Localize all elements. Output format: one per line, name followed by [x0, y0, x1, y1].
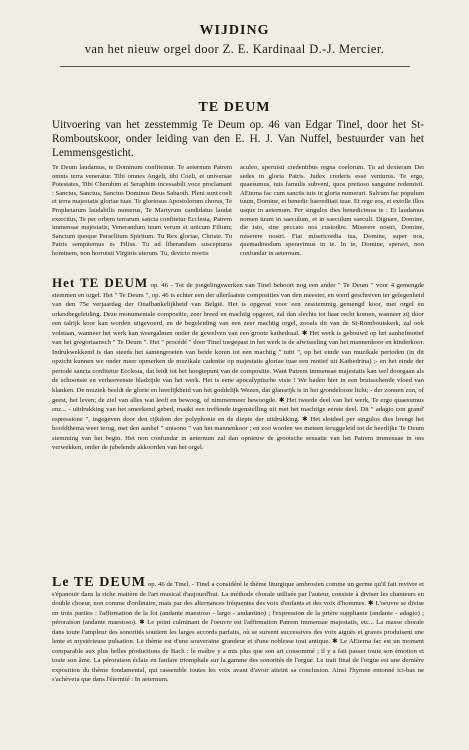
dutch-paragraph-3: Het tweede deel van het werk, Te ergo quaesumus enz... - uitdrukking van het smeekend gebed, maakt een treffende tegenstelling uit met het machtige eerste deel. Dit " adagio con grand' espressione ", ingegeven door den rijkdom der polyphonie en de diepte der uitdrukking. — [52, 396, 425, 423]
asterisk-separator-icon: ✱ — [302, 415, 308, 423]
asterisk-separator-icon: ✱ — [367, 600, 374, 608]
french-paragraph-2: L'oeuvre se divise en trois parties : l'affirmation de la foi (andante maestoso - largo - andantino) ; l'expression de la prière suppliante (andante - adagio) ; péroraison (andante maestoso). — [52, 600, 425, 627]
french-paragraph-4: Le AEterna fac est un moment comparable aux plus belles productions de Bach : le maître y a mis plus que son art consommé ; il y a fait passer toute son émotion et toute son âme. La péroraison éclate en fanfare triomphale sur la gamme des sonorités de l'orgue. Le trait final de l'orgue est une dernière exposition du thème fondamental, qui rassemble toutes les voix avant d'avoir atteint sa conclusion. Ainsi l'hymne entonné ici-bas ne s'achèvera que dans l'éternité : In aeternum. — [52, 638, 424, 684]
french-commentary — [52, 575, 425, 685]
french-heading: Le TE DEUM — [52, 575, 147, 590]
dutch-paragraph-4: Het slotdeel per singulos dies brengt het hoofdthema weer terug, met den aanhef " unisono " van het mannenkoor ; en zoo worden we meteen teruggeleid tot de heerlijke Te Deum stemming van het begin. Het non confundar in aeternum zal dan opnieuw de grootsche sensatie van het Patrem immensae in ons verwekken, onder de jubelende akkoorden van het orgel. — [52, 415, 424, 452]
asterisk-separator-icon: ✱ — [301, 329, 308, 337]
french-paragraph-1: - Tinel a considéré le thème liturgique ambrosien comme un germe qu'il fait revivre et s'épanouir dans la riche matière de l'art musical d'aujourd'hui. La méthode chorale utilisée par l'auteur, consiste à diviser les chanteurs en double choeur, non comme d'ordinaire, mais par des alternances fréquentes des voix d'enfants et des voix d'hommes. — [52, 581, 425, 608]
dutch-paragraph-2: Het werk is gebouwd op het aanhefmotief van het gregoriaansch " Te Deum ". Het " procédé " door Tinel toegepast in het werk is de afwisseling van het mannenkoor en kinderkoor. Indrukwekkend is dan steeds het samengroeien van beide koren tot een machtig " tutti ", op het einde van muzikale perioden (in dit opzicht kunnen we onder meer opmerken de muzikale cadentie op majestatis gloriae tuae een motief uit Kathedrina) ;- en het einde der periode sancta confitetur Ecclesia, dat leidt tot het hoogtepunt van de compositie. Want Patrem immensae majestatis kan wel doorgaan als de schoonste en verheevenste bladzijde van het werk. Het is eene apocalyptische visie ! We baden hier in een bruisschende vloed van klanken. De muziek beeldt de glorie en heerlijkheid van het goddelijk Wezen, dat glansrijk is in het grondelooze licht; - der zonnen zon, of geest, het leven; de ziel van alles wat leeft en bewoog, of nimmermeer bewoogde. — [52, 329, 425, 404]
divider — [60, 66, 410, 67]
asterisk-separator-icon: ✱ — [332, 638, 338, 646]
dutch-heading: Het TE DEUM — [52, 275, 149, 290]
asterisk-separator-icon: ✱ — [278, 396, 285, 404]
dutch-commentary — [52, 275, 425, 453]
page-subtitle: van het nieuw orgel door Z. E. Kardinaal D.-J. Mercier. — [84, 42, 385, 56]
french-opus: op. 46 de Tinel. — [147, 581, 191, 588]
dutch-paragraph-1: - Tot de jongelingswerken van Tinel behoort nog een ander " Te Deum " voor 4 gemengde stemmen en orgel. Het " Te Deum ", op. 46 is echter een der allerlaatste composities van den meester, en werd geschreven ter gelegenheid van den 75e verjaardag der Onafhankelijkheid van België. Het is opgevat voor een zesstemmig gemengd koor, met orgel en orkestbegeleiding. Deze monumentale compositie, zeer breed en machtig opgezet, zal dan slechts tot haar recht komen, wanneer zij door een talrijk koor kan worden uitgevoerd, en de begeleiding van een zeer machtig orgel, zooals dit van de St-Romboutskerk, zal ook volstaan, wanneer het werk kan weergalmen onder de gewelven van een groote kathedraal. — [52, 282, 425, 337]
hymn-text-right-column: aculeo, aperuisti credentibus regna coelorum. Tu ad dexteram Dei sedes in gloria Patris. Judex crederis esse venturus. Te ergo, quaesumus, tuis famulis subveni, quos pretioso sanguine redemisti. AEterna fac cum sanctis tuis in gloria numerari. Salvum fac populum tuum, Domine, et benedic haereditati tuae. Et rege eos, et extolle illos usque in aeternum. Per singulos dies benedicimus te : Et laudamus nomen tuum in saeculum, et in saeculum saeculi. Dignare, Domine, die isto, sine peccato nos custodire. Miserere nostri, Domine, miserere nostri. Fiat misericordia tua, Domine, super nos, quemadmodum speravimus in te. In te, Domine, speravi, non confundar in aeternum. — [240, 164, 424, 257]
dutch-opus: op. 46 — [150, 282, 169, 289]
french-paragraph-3: Le point culminant de l'oeuvre est l'affirmation Patrem immensae majestatis, etc... La masse chorale dans toute l'ampleur des sonorités soutient les larges accords parfaits, où se suivent successives des voix aiguës et graves produisent une lente et mystérieuse pulsation. Le thème est d'une souveraine grandeur et d'une noblesse tout antique. — [52, 619, 425, 646]
section-title: TE DEUM — [198, 100, 271, 115]
asterisk-separator-icon: ✱ — [139, 619, 145, 627]
hymn-text-left-column: Te Deum laudamus, te Dominum confitemur. Te aeternum Patrem omnis terra veneratur. Tibi omnes Angeli, tibi Coeli, et universae Potestates, Tibi Cherubim et Seraphim incessabili voce proclamant : Sanctus, Sanctus, Sanctus Dominus Deus Sabaoth. Pleni sunt coeli et terra majestatis gloriae tuae. Te gloriosus Apostolorum chorus, Te Prophetarum laudabilis numerus, Te Martyrum candidatus laudat exercitus, Te per orbem terrarum sancta confitetur Ecclesia, Patrem immensae majestatis; Venerandum tuum verum et unicum Filium; Sanctum quoque Paraclitum Spiritum. Tu Rex gloriae, Christe. Tu Patris sempiternus es Filius. Tu ad liberandum suscepturus hominem, non horruisti Virginis uterum. Tu, devicto mortis — [52, 164, 232, 257]
section-intro: Uitvoering van het zesstemmig Te Deum op. 46 van Edgar Tinel, door het St-Romboutskoor, onder leiding van den E. H. J. Van Nuffel, bestuurder van het Lemmensgesticht. — [52, 119, 424, 159]
page-title: WIJDING — [199, 23, 270, 38]
